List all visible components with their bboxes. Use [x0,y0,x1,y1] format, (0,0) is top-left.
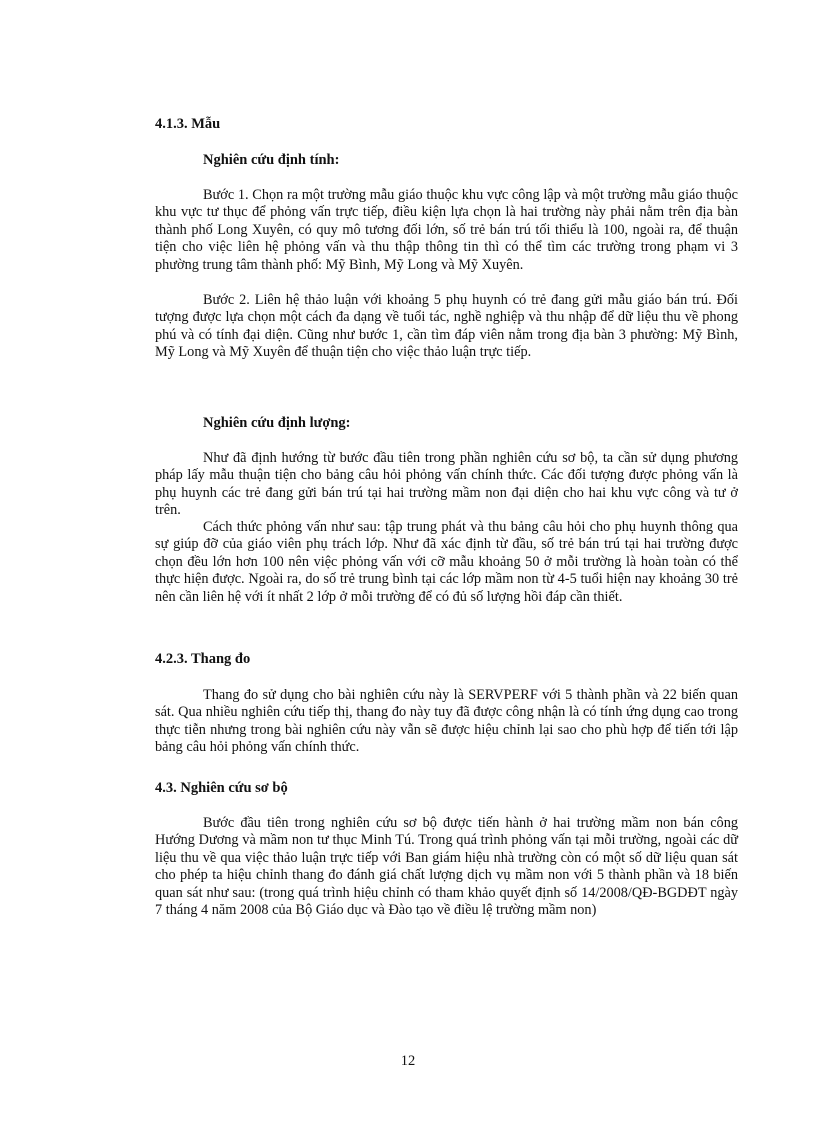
paragraph-sampling-method: Như đã định hướng từ bước đầu tiên trong phần nghiên cứu sơ bộ, ta cần sử dụng phương pháp lấy mẫu thuận tiện cho bảng câu hỏi phỏng vấn chính thức. Các đối tượng được phỏng vấn là phụ huynh các trẻ đang gửi bán trú tại hai trường mầm non đại diện cho hai khu vực công và tư ở trên. [155,450,738,519]
paragraph-interview-method: Cách thức phỏng vấn như sau: tập trung phát và thu bảng câu hỏi cho phụ huynh thông qua sự giúp đỡ của giáo viên phụ trách lớp. Như đã xác định từ đầu, số trẻ bán trú tại hai trường được chọn đều lớn hơn 100 nên việc phỏng vấn với cỡ mẫu khoảng 50 ở mỗi trường là hoàn toàn có thể thực hiện được. Ngoài ra, do số trẻ trung bình tại các lớp mầm non từ 4-5 tuổi hiện nay khoảng 30 trẻ nên cần liên hệ với ít nhất 2 lớp ở mỗi trường để có đủ số lượng hồi đáp cần thiết. [155,519,738,605]
paragraph-scale: Thang đo sử dụng cho bài nghiên cứu này là SERVPERF với 5 thành phần và 22 biến quan sát. Qua nhiều nghiên cứu tiếp thị, thang đo này tuy đã được công nhận là có tính ứng dụng cao trong thực tiễn nhưng trong bài nghiên cứu này vẫn sẽ được hiệu chỉnh lại sao cho phù hợp để tiến tới lập bảng câu hỏi phỏng vấn chính thức. [155,687,738,756]
subheading-qualitative: Nghiên cứu định tính: [203,152,340,168]
subheading-quantitative: Nghiên cứu định lượng: [203,415,351,431]
paragraph-step-2: Bước 2. Liên hệ thảo luận với khoảng 5 phụ huynh có trẻ đang gửi mẫu giáo bán trú. Đối tượng được lựa chọn một cách đa dạng về tuổi tác, nghề nghiệp và thu nhập để dữ liệu thu về phong phú và có tính đại diện. Cũng như bước 1, cần tìm đáp viên nằm trong địa bàn 3 phường: Mỹ Bình, Mỹ Long và Mỹ Xuyên để thuận tiện cho việc thảo luận trực tiếp. [155,292,738,361]
section-heading-4-1-3: 4.1.3. Mẫu [155,116,221,132]
page-number: 12 [400,1053,416,1069]
paragraph-preliminary-research: Bước đầu tiên trong nghiên cứu sơ bộ được tiến hành ở hai trường mầm non bán công Hướng Dương và mầm non tư thục Minh Tú. Trong quá trình phỏng vấn tại mỗi trường, ngoài các dữ liệu thu về qua việc thảo luận trực tiếp với Ban giám hiệu nhà trường còn có một số dữ liệu quan sát cho phép ta hiệu chỉnh thang đo đánh giá chất lượng dịch vụ mầm non với 5 thành phần và 18 biến quan sát như sau: (trong quá trình hiệu chỉnh có tham khảo quyết định số 14/2008/QĐ-BGDĐT ngày 7 tháng 4 năm 2008 của Bộ Giáo dục và Đào tạo về điều lệ trường mầm non) [155,815,738,919]
section-heading-4-2-3: 4.2.3. Thang đo [155,651,251,667]
section-heading-4-3: 4.3. Nghiên cứu sơ bộ [155,780,288,796]
paragraph-step-1: Bước 1. Chọn ra một trường mẫu giáo thuộc khu vực công lập và một trường mẫu giáo thuộc khu vực tư thục để phỏng vấn trực tiếp, điều kiện lựa chọn là hai trường này phải nằm trên địa bàn thành phố Long Xuyên, có quy mô tương đối lớn, số trẻ bán trú tối thiểu là 100, ngoài ra, để thuận tiện cho việc liên hệ phỏng vấn và thu thập thông tin thì có thể tìm các trường trong phạm vi 3 phường trung tâm thành phố: Mỹ Bình, Mỹ Long và Mỹ Xuyên. [155,187,738,273]
